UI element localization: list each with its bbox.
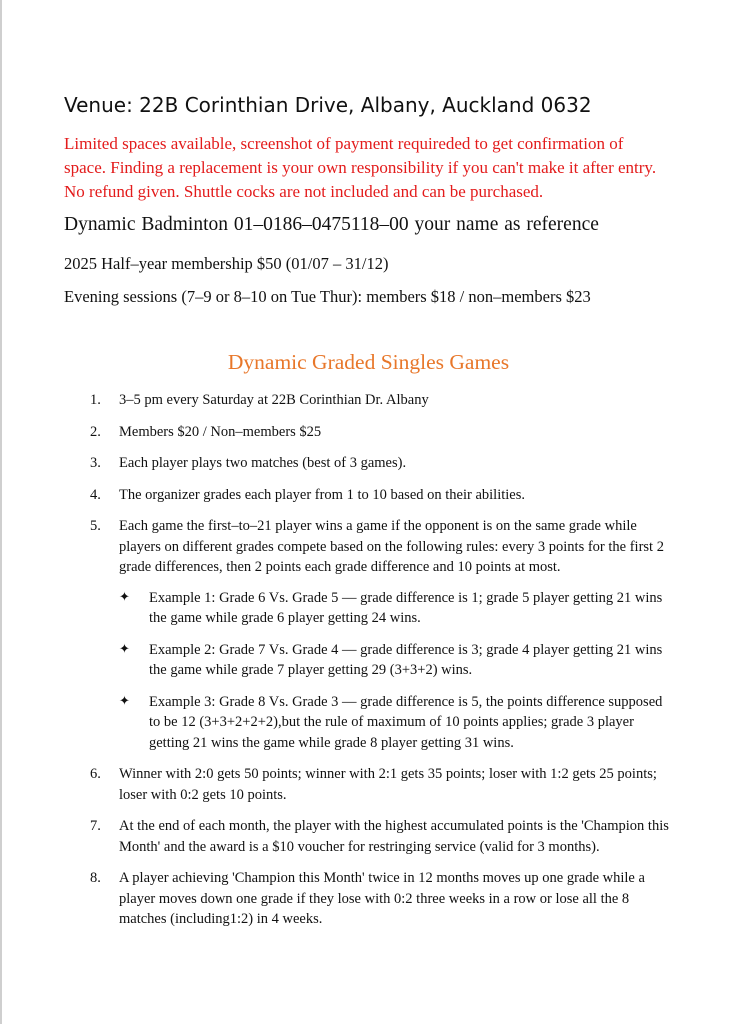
rule-text: Each game the first–to–21 player wins a game if the opponent is on the same grade while players on different grades compete based on the following rules: every 3 points for the first 2 grade differences, then 2 points each grade difference and 10 points at most. — [119, 518, 664, 575]
rule-number: 6. — [90, 766, 101, 782]
rule-number: 4. — [90, 486, 101, 503]
example-item — [119, 640, 670, 681]
rule-item — [90, 816, 670, 857]
four-pointed-star-icon: ✦ — [119, 589, 130, 605]
rule-item — [90, 485, 670, 506]
rule-number: 7. — [90, 818, 101, 834]
bank-account-details: Dynamic Badminton 01–0186–0475118–00 your name as reference — [64, 214, 599, 235]
rule-text: 3–5 pm every Saturday at 22B Corinthian Dr. Albany — [119, 392, 429, 408]
evening-sessions-fee: Evening sessions (7–9 or 8–10 on Tue Thur): members $18 / non–members $23 — [64, 287, 591, 306]
payment-notice: Limited spaces available, screenshot of payment requireded to get confirmation of space. Finding a replacement is your own responsibility if you can't make it after entry. No refund given. Shuttle cocks are not included and can be purchased. — [64, 134, 657, 201]
rule-number: 5. — [90, 518, 101, 534]
rule-text: Members $20 / Non–members $25 — [119, 423, 322, 440]
rule-number: 1. — [90, 392, 101, 408]
page-left-border — [0, 0, 2, 1024]
rule-text: The organizer grades each player from 1 to 10 based on their abilities. — [119, 486, 525, 503]
example-item — [119, 692, 670, 754]
section-title: Dynamic Graded Singles Games — [227, 350, 510, 374]
rule-text: Each player plays two matches (best of 3 games). — [119, 455, 407, 471]
rule-text: A player achieving 'Champion this Month' twice in 12 months moves up one grade while a player moves down one grade if they lose with 0:2 three weeks in a row or lose all the 8 matches (including1:2) in 4 weeks. — [119, 870, 645, 927]
rule-text: Winner with 2:0 gets 50 points; winner with 2:1 gets 35 points; loser with 1:2 gets 25 points; loser with 0:2 gets 10 points. — [119, 766, 657, 803]
example-item — [119, 588, 670, 629]
rule-item — [90, 868, 670, 930]
rule-item — [90, 516, 670, 753]
example-text: Example 2: Grade 7 Vs. Grade 4 — grade difference is 3; grade 4 player getting 21 wins the game while grade 7 player getting 29 (3+3+2) wins. — [149, 641, 663, 678]
rule-item — [90, 422, 670, 443]
rule-number: 8. — [90, 870, 101, 886]
rules-list — [90, 390, 670, 941]
rule-number: 2. — [90, 423, 101, 440]
rule-item — [90, 764, 670, 805]
rule-item — [90, 390, 670, 411]
rule-number: 3. — [90, 455, 101, 471]
four-pointed-star-icon: ✦ — [119, 641, 130, 657]
example-text: Example 1: Grade 6 Vs. Grade 5 — grade difference is 1; grade 5 player getting 21 wins the game while grade 6 player getting 24 wins. — [149, 589, 663, 626]
venue-heading: Venue: 22B Corinthian Drive, Albany, Auckland 0632 — [64, 93, 592, 117]
example-text: Example 3: Grade 8 Vs. Grade 3 — grade difference is 5, the points difference supposed to be 12 (3+3+2+2+2),but the rule of maximum of 10 points applies; grade 3 player getting 21 wins the game while grade 8 player getting 31 wins. — [149, 693, 663, 751]
rule-text: At the end of each month, the player with the highest accumulated points is the 'Champion this Month' and the award is a $10 voucher for restringing service (valid for 3 months). — [119, 818, 669, 855]
membership-fee: 2025 Half–year membership $50 (01/07 – 31/12) — [64, 254, 389, 273]
four-pointed-star-icon: ✦ — [119, 693, 130, 709]
examples-list — [119, 588, 670, 754]
rule-item — [90, 453, 670, 474]
